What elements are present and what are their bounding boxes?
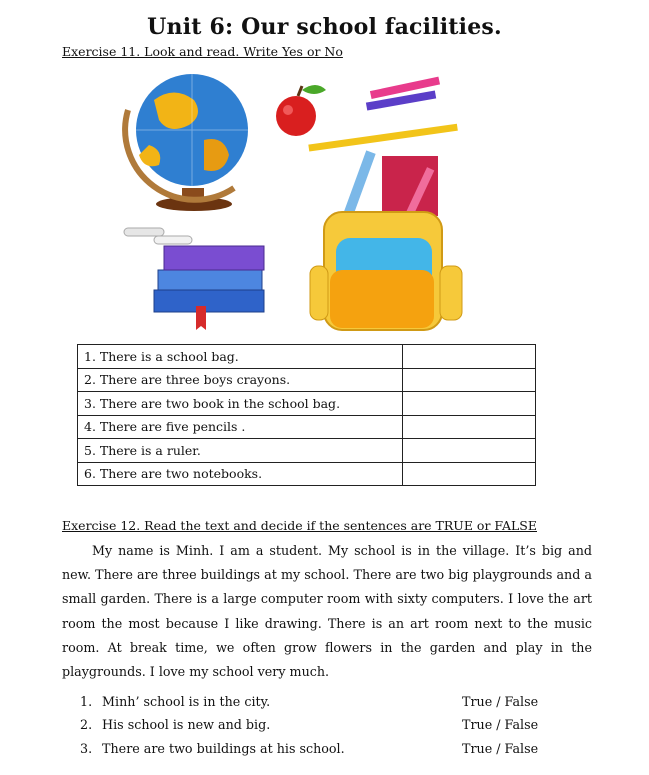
statement-cell: 5. There is a ruler. [78, 439, 403, 463]
question-item [80, 694, 270, 709]
question-item [80, 741, 345, 756]
question-text: There are two buildings at his school. [102, 741, 345, 756]
page-title: Unit 6: Our school facilities. [147, 14, 502, 40]
apple-icon [276, 85, 326, 136]
table-row [78, 415, 536, 439]
question-text: Minh’ school is in the city. [102, 694, 271, 709]
statement-cell: 2. There are three boys crayons. [78, 368, 403, 392]
chalk-icon [124, 228, 192, 244]
school-supplies-illustration [114, 70, 474, 340]
question-number: 2. [80, 717, 93, 732]
crayons-icon [366, 77, 440, 111]
question-number: 1. [80, 694, 93, 709]
true-false-choice[interactable]: True / False [462, 694, 539, 709]
statement-cell: 6. There are two notebooks. [78, 462, 403, 486]
table-row [78, 392, 536, 416]
answer-cell[interactable] [403, 345, 536, 369]
answer-cell[interactable] [403, 439, 536, 463]
true-false-choice[interactable]: True / False [462, 741, 539, 756]
question-item [80, 717, 270, 732]
exercise-11-heading: Exercise 11. Look and read. Write Yes or No [62, 44, 343, 59]
answer-cell[interactable] [403, 368, 536, 392]
school-bag-icon [310, 150, 462, 330]
globe-icon [125, 74, 248, 211]
table-row [78, 345, 536, 369]
books-icon [154, 246, 264, 330]
pencil-icon [308, 124, 458, 152]
answer-cell[interactable] [403, 392, 536, 416]
true-false-choice[interactable]: True / False [462, 717, 539, 732]
statement-cell: 3. There are two book in the school bag. [78, 392, 403, 416]
statement-cell: 1. There is a school bag. [78, 345, 403, 369]
question-text: His school is new and big. [102, 717, 271, 732]
exercise-11-table [77, 344, 536, 486]
passage-text: My name is Minh. I am a student. My school is in the village. It’s big and new. There are three buildings at my school. There are two big playgrounds and a small garden. There is a large computer room with sixty computers. I love the art room the most because I like drawing. There is an art room next to the music room. At break time, we often grow flowers in the garden and play in the playgrounds. I love my school very much. [62, 543, 592, 680]
statement-cell: 4. There are five pencils . [78, 415, 403, 439]
table-row [78, 439, 536, 463]
reading-passage [62, 539, 592, 684]
answer-cell[interactable] [403, 462, 536, 486]
question-number: 3. [80, 741, 93, 756]
exercise-12-heading: Exercise 12. Read the text and decide if the sentences are TRUE or FALSE [62, 518, 537, 533]
table-row [78, 368, 536, 392]
answer-cell[interactable] [403, 415, 536, 439]
table-row [78, 462, 536, 486]
